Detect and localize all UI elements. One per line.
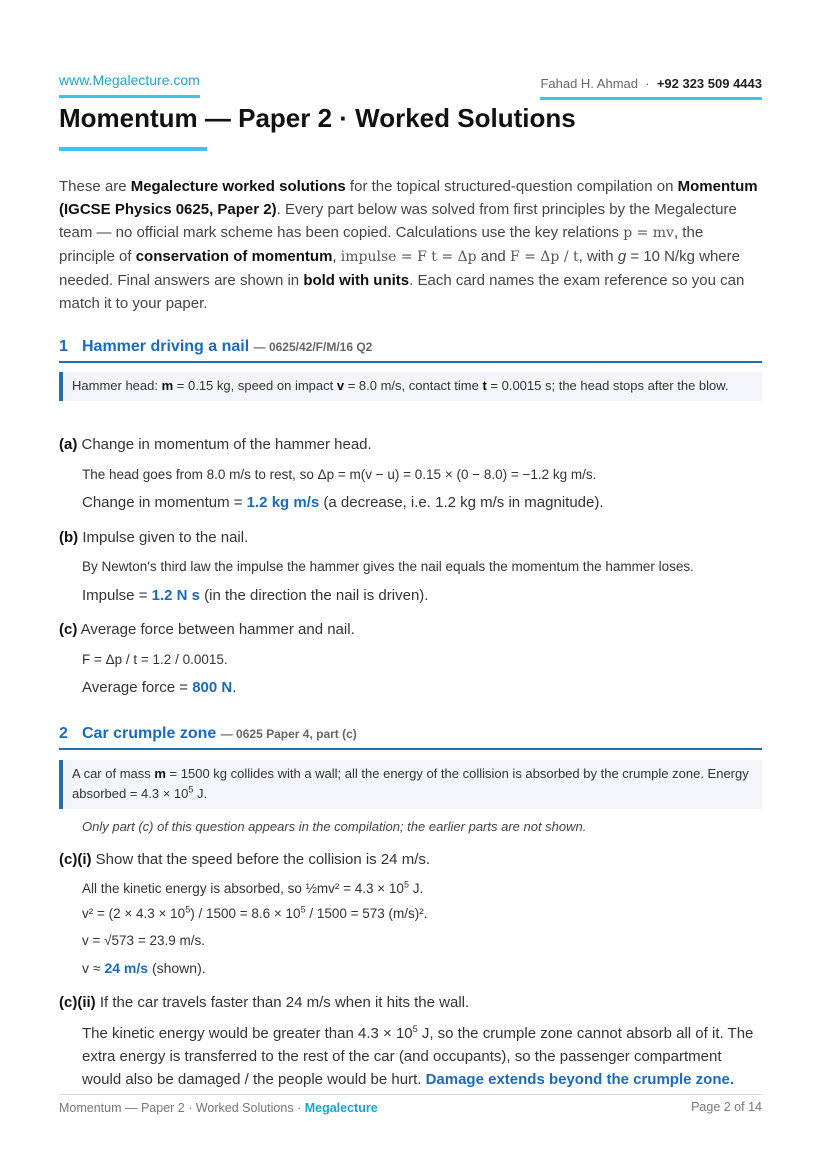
working-superscript: 5 bbox=[300, 904, 306, 915]
intro-bold: Momentum (IGCSE Physics 0625, Paper 2) bbox=[59, 178, 758, 218]
question-text: Show that the speed before the collision is 24 m/s. bbox=[91, 851, 431, 868]
answer-prefix: Impulse = bbox=[82, 587, 152, 604]
final-answer: 24 m/s bbox=[104, 960, 149, 976]
section-number: 1 bbox=[59, 338, 68, 355]
question-text: Average force between hammer and nail. bbox=[77, 621, 355, 638]
given-text: = 0.0015 s; the head stops after the blow. bbox=[486, 378, 729, 393]
section-2-heading bbox=[59, 725, 762, 750]
question-part-a bbox=[59, 436, 372, 453]
question-text: Change in momentum of the hammer head. bbox=[77, 436, 372, 453]
footer-brand: Megalecture bbox=[304, 1101, 378, 1115]
working-superscript: 5 bbox=[185, 904, 191, 915]
final-answer: Damage extends beyond the crumple zone. bbox=[425, 1071, 734, 1088]
given-superscript: 5 bbox=[188, 784, 194, 795]
working-line: By Newton's third law the impulse the hammer gives the nail equals the momentum the hammer loses. bbox=[82, 559, 694, 574]
exam-reference: — 0625/42/F/M/16 Q2 bbox=[253, 340, 373, 354]
answer-text: J, so the crumple zone cannot absorb all of it. The extra energy is transferred to the rest of the car (and occupants), so the passenger compartment would also be damaged / the people would be hurt. bbox=[82, 1025, 754, 1088]
part-label: (c) bbox=[59, 621, 78, 638]
page-title: Momentum — Paper 2 · Worked Solutions bbox=[59, 103, 576, 133]
answer-suffix: (a decrease, i.e. 1.2 kg m/s in magnitude). bbox=[319, 494, 604, 511]
page-number: Page 2 of 14 bbox=[691, 1100, 762, 1114]
formula-momentum: p = mv bbox=[623, 225, 674, 241]
working-superscript: 5 bbox=[403, 879, 409, 890]
exam-reference: — 0625 Paper 4, part (c) bbox=[220, 727, 357, 741]
header-separator: · bbox=[645, 76, 650, 91]
final-answer: 800 N bbox=[192, 679, 233, 696]
formula-force: F = Δp / t bbox=[509, 249, 579, 265]
intro-text: . Every part below was solved from first principles by the Megalecture team — no official mark scheme has been copied. Calculations use the key relations bbox=[59, 201, 737, 241]
page-footer bbox=[59, 1094, 762, 1115]
answer-prefix: v ≈ bbox=[82, 960, 105, 976]
answer-suffix: . bbox=[232, 679, 237, 696]
given-text: = 8.0 m/s, contact time bbox=[344, 378, 483, 393]
answer-line bbox=[82, 494, 604, 511]
question-part-ci bbox=[59, 851, 430, 868]
answer-suffix: (shown). bbox=[148, 960, 206, 976]
working-text: J. bbox=[408, 881, 424, 896]
answer-prefix: Average force = bbox=[82, 679, 193, 696]
question-part-c bbox=[59, 621, 355, 638]
question-text: Impulse given to the nail. bbox=[78, 529, 249, 546]
footer-title: Momentum — Paper 2 · Worked Solutions bbox=[59, 1101, 294, 1115]
author-contact bbox=[540, 76, 762, 100]
final-answer: 1.2 N s bbox=[151, 587, 200, 604]
intro-text: . Each card names the exam reference so you can match it to your paper. bbox=[59, 272, 745, 312]
section-number: 2 bbox=[59, 725, 68, 742]
given-text: = 0.15 kg, speed on impact bbox=[173, 378, 337, 393]
formula-impulse: impulse = F t = Δp bbox=[340, 249, 477, 265]
answer-text: The kinetic energy would be greater than 4.3 × 10 bbox=[82, 1025, 413, 1042]
question-part-b bbox=[59, 529, 248, 546]
working-line: F = Δp / t = 1.2 / 0.0015. bbox=[82, 652, 228, 667]
answer-prefix: Change in momentum = bbox=[82, 494, 247, 511]
given-symbol: v bbox=[336, 378, 345, 393]
part-label: (b) bbox=[59, 529, 79, 546]
intro-text: These are bbox=[59, 178, 131, 195]
intro-text: for the topical structured-question compilation on bbox=[345, 178, 678, 195]
author-name: Fahad H. Ahmad bbox=[540, 76, 638, 91]
title-underline bbox=[59, 147, 207, 151]
author-phone: +92 323 509 4443 bbox=[656, 76, 762, 91]
intro-paragraph bbox=[59, 175, 762, 315]
answer-suffix: (in the direction the nail is driven). bbox=[200, 587, 429, 604]
section-title: Car crumple zone bbox=[82, 725, 217, 742]
given-text: A car of mass bbox=[72, 766, 155, 781]
given-data-box bbox=[59, 372, 762, 401]
intro-text: , with bbox=[578, 248, 618, 265]
working-line: v = √573 = 23.9 m/s. bbox=[82, 933, 205, 948]
given-text: = 1500 kg collides with a wall; all the energy of the collision is absorbed by the crumple zone. Energy absorbed = 4.3 × 10 bbox=[72, 766, 749, 801]
footer-separator: · bbox=[293, 1101, 305, 1115]
working-line: The head goes from 8.0 m/s to rest, so Δp = m(v − u) = 0.15 × (0 − 8.0) = −1.2 kg m/s. bbox=[82, 467, 597, 482]
intro-text: , bbox=[332, 248, 341, 265]
part-label: (c)(i) bbox=[59, 851, 92, 868]
section-title: Hammer driving a nail bbox=[82, 338, 250, 355]
question-text: If the car travels faster than 24 m/s when it hits the wall. bbox=[95, 994, 470, 1011]
document-page bbox=[59, 0, 762, 1160]
given-text: J. bbox=[193, 786, 208, 801]
final-answer: 1.2 kg m/s bbox=[246, 494, 320, 511]
site-link[interactable]: www.Megalecture.com bbox=[59, 72, 200, 98]
intro-bold: conservation of momentum bbox=[135, 248, 333, 265]
answer-line bbox=[82, 679, 236, 696]
working-text: / 1500 = 573 (m/s)². bbox=[305, 906, 428, 921]
answer-paragraph bbox=[82, 1022, 762, 1091]
working-line bbox=[82, 906, 428, 921]
section-1-heading bbox=[59, 338, 762, 363]
given-text: Hammer head: bbox=[72, 378, 162, 393]
given-symbol: t bbox=[482, 378, 487, 393]
given-symbol: m bbox=[154, 766, 166, 781]
compilation-note: Only part (c) of this question appears in the compilation; the earlier parts are not shown. bbox=[82, 819, 587, 834]
given-symbol: m bbox=[161, 378, 174, 393]
working-text: All the kinetic energy is absorbed, so ½mv² = 4.3 × 10 bbox=[82, 881, 404, 896]
answer-line bbox=[82, 960, 206, 976]
question-part-cii bbox=[59, 994, 469, 1011]
intro-g-symbol: g bbox=[617, 248, 627, 265]
answer-line bbox=[82, 587, 428, 604]
part-label: (c)(ii) bbox=[59, 994, 96, 1011]
working-text: ) / 1500 = 8.6 × 10 bbox=[190, 906, 301, 921]
working-line bbox=[82, 881, 423, 896]
working-text: v² = (2 × 4.3 × 10 bbox=[82, 906, 186, 921]
given-data-box bbox=[59, 760, 762, 809]
intro-text: and bbox=[476, 248, 510, 265]
answer-superscript: 5 bbox=[412, 1024, 418, 1034]
intro-bold: Megalecture worked solutions bbox=[130, 178, 346, 195]
intro-text: = 10 N/kg where needed. Final answers are shown in bbox=[59, 248, 740, 289]
intro-text: , the principle of bbox=[59, 224, 704, 265]
part-label: (a) bbox=[59, 436, 78, 453]
intro-bold: bold with units bbox=[303, 272, 410, 289]
